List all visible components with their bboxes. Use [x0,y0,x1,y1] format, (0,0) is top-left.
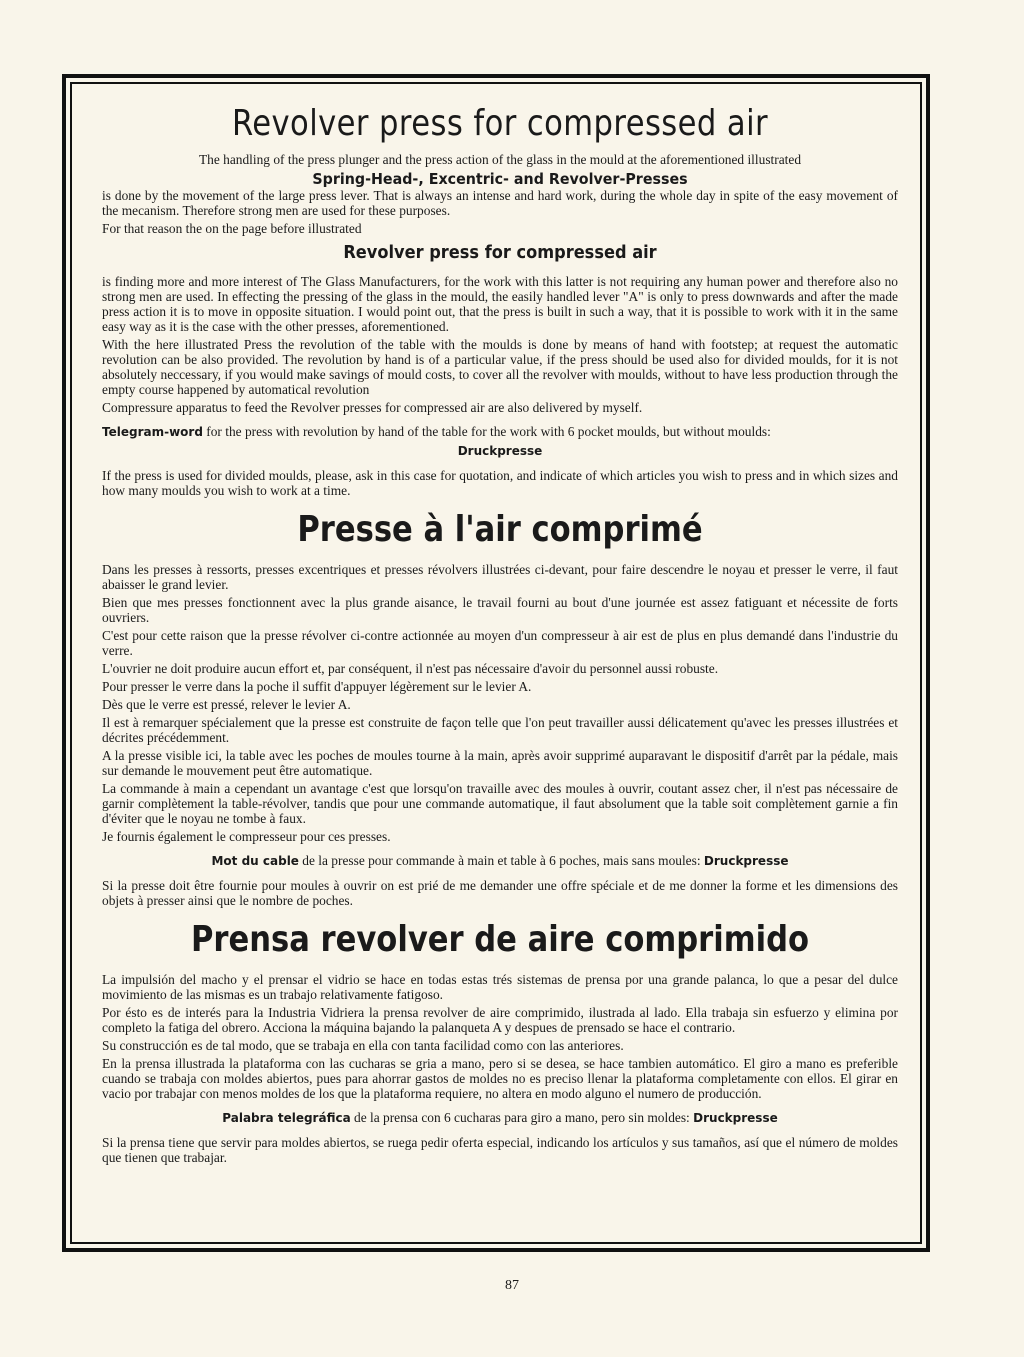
french-closing: Si la presse doit être fournie pour moules à ouvrir on est prié de me demander une offre spéciale et de me donner la forme et les dimensions des objets à presser ainsi que le nombre de poches. [102,878,898,908]
english-telegram-line [102,424,898,440]
spanish-paragraph: La impulsión del macho y el prensar el vidrio se hace en todas estas trés sistemas de prensa por una grande palanca, lo que a pesar del dulce movimiento de las mismas es un trabajo relativamente fatigoso. [102,972,898,1002]
english-section [102,103,898,498]
telegraph-label: Palabra telegráfica [222,1111,351,1125]
spanish-section [102,919,898,1165]
french-section [102,509,898,908]
french-paragraph: Il est à remarquer spécialement que la presse est construite de façon telle que l'on peut travailler aussi délicatement qu'avec les presses illustrées et décrites précédemment. [102,715,898,745]
telegraph-text: de la prensa con 6 cucharas para giro a mano, pero sin moldes: [350,1110,694,1125]
english-paragraph: Compressure apparatus to feed the Revolver presses for compressed air are also delivered by myself. [102,400,643,415]
telegram-text: for the press with revolution by hand of the table for the work with 6 pocket moulds, but without moulds: [202,424,771,439]
spanish-closing: Si la prensa tiene que servir para moldes abiertos, se ruega pedir oferta especial, indicando los artículos y sus tamaños, así que el número de moldes que tienen que trabajar. [102,1135,898,1165]
french-paragraph: Dans les presses à ressorts, presses excentriques et presses révolvers illustrées ci-devant, pour faire descendre le noyau et presser le verre, il faut abaisser le grand levier. [102,562,898,592]
spanish-title: Prensa revolver de aire comprimido [190,919,810,960]
telegram-word: Druckpresse [457,444,543,458]
french-cable-line [102,853,898,869]
english-paragraph: For that reason the on the page before illustrated [102,221,362,236]
spanish-telegraph-line [102,1110,898,1126]
french-paragraph: Bien que mes presses fonctionnent avec la plus grande aisance, le travail fourni au bout d'une journée est assez fatiguant et nécessite de forts ouvriers. [102,595,898,625]
french-title: Presse à l'air comprimé [297,509,703,550]
english-subhead-2: Revolver press for compressed air [343,242,657,263]
cable-word: Druckpresse [703,854,789,868]
english-subhead: Spring-Head-, Excentric- and Revolver-Presses [312,170,688,188]
english-intro: The handling of the press plunger and the press action of the glass in the mould at the aforementioned illustrated [198,152,802,167]
english-title: Revolver press for compressed air [231,103,769,144]
english-paragraph: is done by the movement of the large press lever. That is always an intense and hard work, during the whole day in spite of the easy movement of the mecanism. Therefore strong men are used for these purposes. [102,188,898,218]
french-paragraph: C'est pour cette raison que la presse révolver ci-contre actionnée au moyen d'un compresseur à air est de plus en plus demandé dans l'industrie du verre. [102,628,898,658]
spanish-paragraph: Su construcción es de tal modo, que se trabaja en ella con tanta facilidad como con las anteriores. [102,1038,624,1053]
page-number: 87 [505,1278,519,1293]
spanish-paragraph: Por ésto es de interés para la Industria Vidriera la prensa revolver de aire comprimido, ilustrada al lado. Ella trabaja sin esfuerzo y elimina por completo la fatiga del obrero. Acciona la máquina bajando la palanqueta A y despues de prensado se hace el contrario. [102,1005,898,1035]
french-paragraph: A la presse visible ici, la table avec les poches de moules tourne à la main, après avoir supprimé auparavant le dispositif d'arrêt par la pédale, mais sur demande le mouvement peut être automatique. [102,748,898,778]
telegraph-word: Druckpresse [693,1111,778,1125]
french-paragraph: L'ouvrier ne doit produire aucun effort et, par conséquent, il n'est pas nécessaire d'avoir du personnel aussi robuste. [102,661,719,676]
english-paragraph: With the here illustrated Press the revolution of the table with the moulds is done by means of hand with footstep; at request the automatic revolution can be also provided. The revolution by hand is of a particular value, if the press should be used also for divided moulds, for it is not absolutely neccessary, if you would make savings of mould costs, to cover all the revolver with moulds, without to have less production through the empty course happened by automatical revolution [102,337,898,397]
cable-text: de la presse pour commande à main et table à 6 poches, mais sans moules: [298,853,704,868]
english-paragraph: is finding more and more interest of The Glass Manufacturers, for the work with this latter is not requiring any human power and therefore also no strong men are used. In effecting the pressing of the glass in the mould, the easily handled lever "A" is only to press downwards and after the made press action it is to move in opposite situation. I would point out, that the press is built in such a way, that it is possible to work with it in the same easy way as it is the case with the other presses, aforementioned. [102,274,898,334]
french-paragraph: La commande à main a cependant un avantage c'est que lorsqu'on travaille avec des moules à ouvrir, coutant assez cher, il n'est pas nécessaire de garnir complètement la table-révolver, tandis que pour une commande automatique, il faut absolument que la table soit complètement garnie a fin d'éviter que le noyau ne tombe à faux. [102,781,898,826]
french-paragraph: Je fournis également le compresseur pour ces presses. [102,829,391,844]
french-paragraph: Dès que le verre est pressé, relever le levier A. [102,697,351,712]
spanish-paragraph: En la prensa illustrada la plataforma con las cucharas se gria a mano, pero si se desea, se hace tambien automático. El giro a mano es preferible cuando se trabaja con moldes abiertos, pues para ahorrar gastos de moldes no es preciso llenar la plataforma completamente con ellos. El girar en vacio por trabajar con menos moldes de los que la plataforma requiere, no altera en modo alguno el numero de producción. [102,1056,898,1101]
page-content [102,92,898,1168]
english-closing: If the press is used for divided moulds, please, ask in this case for quotation, and indicate of which articles you wish to press and in which sizes and how many moulds you wish to work at a time. [102,468,898,498]
cable-label: Mot du cable [211,854,299,868]
telegram-label: Telegram-word [102,425,203,439]
french-paragraph: Pour presser le verre dans la poche il suffit d'appuyer légèrement sur le levier A. [102,679,532,694]
